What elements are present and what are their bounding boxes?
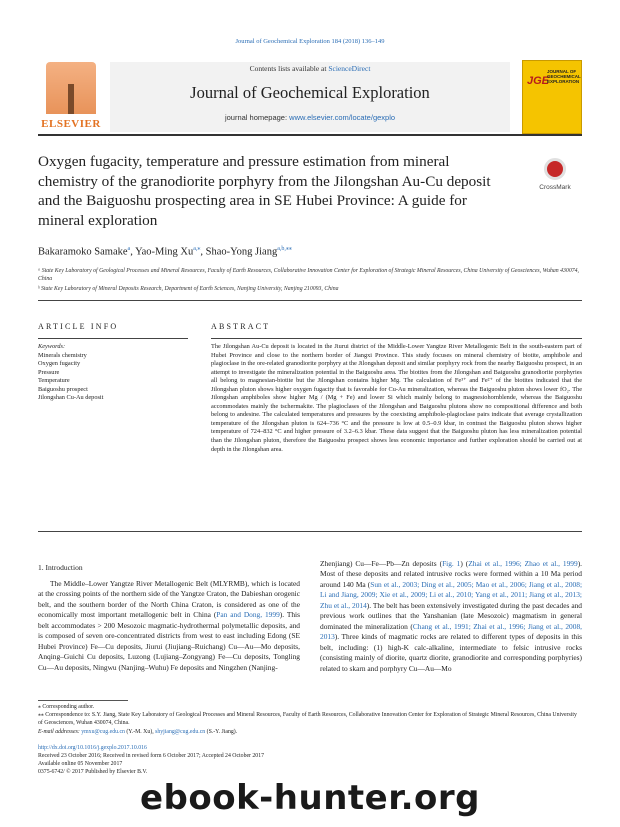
keyword: Minerals chemistry xyxy=(38,351,87,359)
homepage-link[interactable]: www.elsevier.com/locate/gexplo xyxy=(289,113,396,122)
citation-link[interactable]: Pan and Dong, 1999 xyxy=(216,610,280,620)
body-column-left xyxy=(38,579,300,673)
author-affiliation-mark[interactable]: a,⁎ xyxy=(193,246,201,252)
article-title: Oxygen fugacity, temperature and pressure estimation from mineral chemistry of the granodiorite porphyry from the Jilongshan Au-Cu deposit and the Baiguoshu prospecting area in SE Hubei Province: A guide for mineral exploration xyxy=(38,153,491,229)
journal-cover-image[interactable] xyxy=(522,60,582,134)
citation-link[interactable]: Fig. 1 xyxy=(442,559,461,568)
keyword: Oxygen fugacity xyxy=(38,360,81,367)
footnote-correspondence: ⁎⁎ Correspondence to: S.Y. Jiang, State Key Laboratory of Geological Processes and Mineral Resources, Faculty of Earth Resources, Collaborative Innovation Center for Exploration of Strategic Mineral Resources, China University of Geosciences, Wuhan 430074, China. xyxy=(38,712,577,727)
footnote-divider xyxy=(38,700,128,701)
citation-link[interactable]: Zhai et al., 1996; Zhao et al., 1999 xyxy=(468,559,578,568)
author-name[interactable]: Yao-Ming Xu xyxy=(135,246,194,258)
keywords-box xyxy=(38,338,188,403)
journal-masthead xyxy=(110,62,510,132)
cover-abbrev: JGE xyxy=(527,75,550,87)
crossmark-icon xyxy=(544,158,566,180)
body-text: The Middle–Lower Yangtze River Metallogenic Belt (MLYRMB), which is located at the crossing points of the northern side of the Yangtze Craton, the Dabieshan orogenic belt, and the southern border of the North China Craton, is considered as one of the economically most important metallogenic belt in China ( xyxy=(38,579,300,620)
crossmark-badge[interactable] xyxy=(524,158,594,196)
citation-link[interactable]: Chang et al., 1991; Zhai et al., 1996; Jiang et al., 2008, 2013 xyxy=(320,621,582,642)
doi-link[interactable]: http://dx.doi.org/10.1016/j.gexplo.2017.10.016 xyxy=(38,745,147,751)
body-text: ). Three kinds of magmatic rocks are related to different types of deposits in this belt, including: (1) high-K calc-alkaline, intermediate to felsic intrusive rocks (consisting mainly of diorite, quartz diorite, granodiorite and corresponding porphyries) related to skarn and porphyry Cu—Au—Mo xyxy=(320,632,582,673)
author-list: Bakaramoko Samake$^a$, Yao-Ming $Xu^{a,⁎}$, Shao-Yong Jiang$^{a,b,⁎⁎}$ xyxy=(38,246,292,258)
footnote-emails: E-mail addresses: ymxu@cug.edu.cn (Y.-M. Xu), shyjiang@cug.edu.cn (S.-Y. Jiang). xyxy=(38,728,238,735)
author-name[interactable]: Shao-Yong Jiang xyxy=(205,246,278,258)
keyword: Temperature xyxy=(38,377,70,384)
article-info-heading: ARTICLE INFO xyxy=(38,322,119,331)
watermark: ebook-hunter.org xyxy=(139,778,481,818)
abstract-text: The Jilongshan Au-Cu deposit is located in the Jiurui district of the Middle-Lower Yangtze River Metallogenic Belt in the south-eastern part of Hubei Province and close to the northern border of Jiangxi Province. This study focuses on mineral chemistry of biotite, amphibole and plagioclase in the ore-related granodiorite porphyry at the Jilongshan deposit and similar porphyry rock from the nearby Baiguoshu prospect, in an attempt to investigate the mineralization potential in the Baiguoshu area. The biotites from the Jilongshan and Baiguoshu granodiorite porphyries all belong to magnesian-biotite but the Jilongshan contains higher Mg. The calculation of Fe³⁺ and Fe²⁺ of the biotites indicated that the Jilongshan pluton shows higher oxygen fugacity that is favorable for Cu-Au mineralization, whereas the Baiguoshu pluton shows lower fO₂. The Jilongshan amphiboles show higher Mg / (Mg + Fe) and lower Si which mainly belong to magnesiohornblende, whereas the Baiguoshu accommodates mainly the tschermakite. The plagioclases of the Jilongshan and Baiguoshu plutons show no compositional difference and both belong to andesine. The calculated temperatures and pressures by the coexisting amphibole-plagioclase pairs indicate that average crystallization temperature of the Jilongshan pluton is 624–736 °C and the pressure is low at 0.5–0.9 kbar, in contrast the Baiguoshu pluton shows higher temperature of 724–832 °C and higher pressure of 3.2–6.3 kbar. These data suggest that the Baiguoshu pluton has less mineralization potential than the Jilongshan pluton, therefore the Baiguoshu prospect shows less economic importance and further exploration should be carried out at depth in the Jilongshan area. xyxy=(211,338,582,454)
online-date: Available online 05 November 2017 xyxy=(38,761,123,767)
journal-reference[interactable]: Journal of Geochemical Exploration 184 (2018) 136–149 xyxy=(235,38,385,45)
cover-title: JOURNAL OF GEOCHEMICAL EXPLORATION xyxy=(547,69,581,84)
elsevier-logo-text: ELSEVIER xyxy=(41,118,101,130)
author-affiliation-mark[interactable]: a xyxy=(127,246,131,252)
body-text: ). The belt has been extensively investigated during the past decades and previous work outlines that the Yanshanian (late Mesozoic) magmatism in general dominated the mineralization ( xyxy=(320,600,582,631)
crossmark-label: CrossMark xyxy=(539,184,571,191)
abstract-heading: ABSTRACT xyxy=(211,322,271,331)
footnotes xyxy=(38,703,582,736)
affiliation-b: ᵇ State Key Laboratory of Mineral Deposits Research, Department of Earth Sciences, Nanjing University, Nanjing 210093, China xyxy=(38,286,339,292)
elsevier-tree-icon xyxy=(46,62,96,114)
body-column-right xyxy=(320,559,582,674)
body-text: Zhenjiang) Cu—Fe—Pb—Zn deposits ( xyxy=(320,559,443,568)
keyword: Jilongshan Cu-Au deposit xyxy=(38,394,104,401)
body-text: ) ( xyxy=(460,559,469,568)
keyword: Pressure xyxy=(38,368,60,376)
journal-homepage: journal homepage: www.elsevier.com/locate/gexplo xyxy=(224,113,396,122)
received-dates: Received 23 October 2016; Received in revised form 6 October 2017; Accepted 24 October 2017 xyxy=(38,753,265,759)
elsevier-logo[interactable] xyxy=(38,62,104,132)
body-text: ). This belt accommodates > 200 Mesozoic magmatic-hydrothermal polymetallic deposits, and is composed of seven ore-concentrated districts from west to east including Edong (SE Hubei Province) Fe—Cu deposits, Jiurui (Jiujiang–Ruichang) Cu—Au—Mo deposits, Anqing–Guichi Cu deposits, Luzong (Lujiang–Zongyang) Fe—Cu deposits, Tongling Cu—Au deposits, Ningwu (Nanjing–Wuhu) Fe deposits and Ningzhen (Nanjing- xyxy=(38,610,300,672)
divider xyxy=(38,300,582,301)
copyright: 0375-6742/ © 2017 Published by Elsevier B.V. xyxy=(38,769,148,775)
body-text: ). Most of these deposits and related intrusive rocks were formed within a 10 Ma period around 140 Ma ( xyxy=(320,559,583,589)
footnote-corresponding: ⁎ Corresponding author. xyxy=(38,704,95,710)
section-heading-introduction: 1. Introduction xyxy=(38,563,83,572)
journal-header xyxy=(38,60,582,136)
email-link[interactable]: ymxu@cug.edu.cn xyxy=(81,728,125,735)
divider xyxy=(38,531,582,532)
keywords-label: Keywords: xyxy=(38,343,66,350)
publication-info xyxy=(38,744,582,776)
author-affiliation-mark[interactable]: a,b,⁎⁎ xyxy=(277,246,292,252)
sciencedirect-link[interactable]: ScienceDirect xyxy=(328,64,371,73)
journal-title: Journal of Geochemical Exploration xyxy=(190,83,430,102)
email-link[interactable]: shyjiang@cug.edu.cn xyxy=(155,728,206,735)
contents-line: Contents lists available at ScienceDirect xyxy=(249,64,371,73)
affiliation-a: ᵃ State Key Laboratory of Geological Processes and Mineral Resources, Faculty of Earth Resources, Collaborative Innovation Center for Exploration of Strategic Mineral Resources, China University of Geosciences, Wuhan 430074, China xyxy=(38,268,579,282)
author-name[interactable]: Bakaramoko Samake xyxy=(38,246,128,258)
keyword: Baiguoshu prospect xyxy=(38,385,88,393)
citation-link[interactable]: Sun et al., 2003; Ding et al., 2005; Mao et al., 2006; Jiang et al., 2008; Li and Jiang, 2009; Xie et al., 2009; Li et al., 2010; Yang et al., 2011; Jiang et al., 2013; Zhu et al., 2014 xyxy=(320,579,582,610)
